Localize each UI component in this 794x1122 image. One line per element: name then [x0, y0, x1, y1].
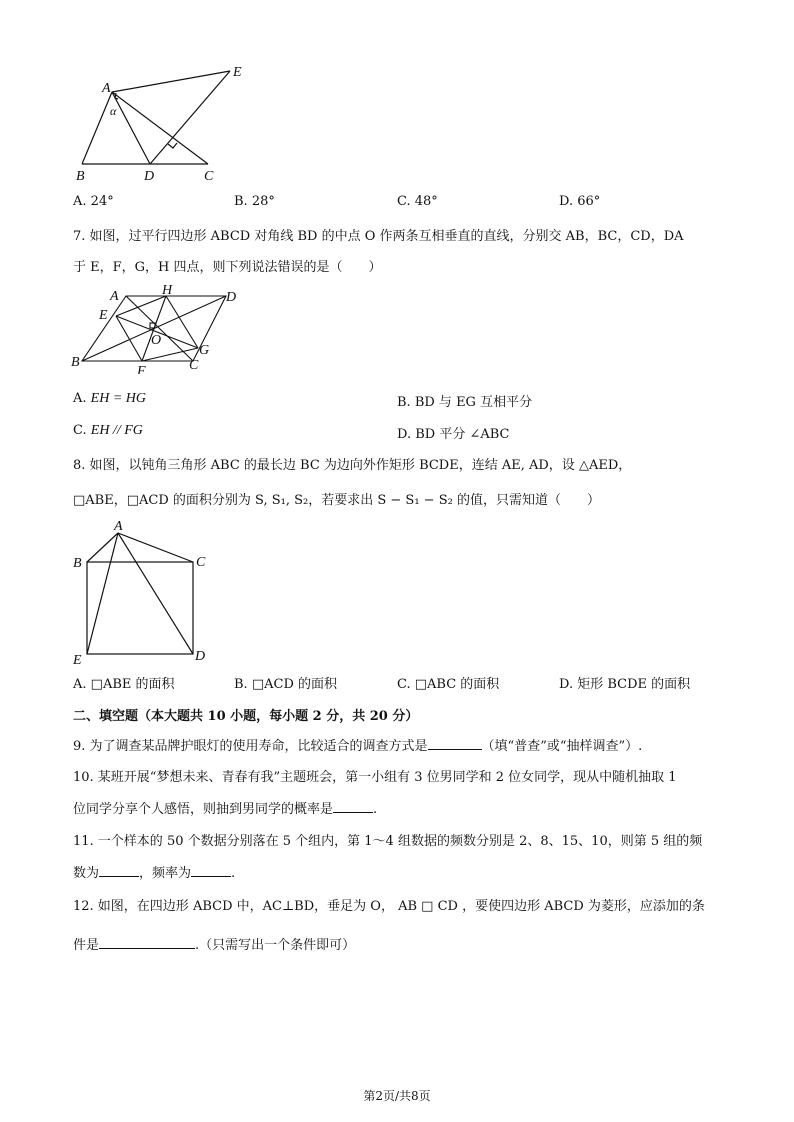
q7-figure	[68, 282, 246, 374]
q7-option-c: C. EH // FG	[73, 423, 143, 438]
q6-label-e: E	[233, 65, 242, 80]
q7-label-f: F	[137, 364, 146, 374]
q8-label-c: C	[196, 555, 206, 570]
q8-label-d: D	[195, 649, 206, 664]
q7-label-o: O	[151, 333, 162, 348]
q7-label-b: B	[71, 355, 80, 370]
q9-answer-blank[interactable]	[428, 737, 482, 750]
q7-label-c: C	[189, 358, 199, 373]
q6-option-a: A. 24°	[73, 194, 114, 209]
q8-stem-line1: 8. 如图，以钝角三角形 ABC 的最长边 BC 为边向外作矩形 BCDE，连结 AE, AD，设 △AED，	[73, 458, 632, 473]
q7-label-h: H	[162, 283, 173, 298]
q10-answer-blank[interactable]	[333, 800, 373, 813]
q8-label-a: A	[114, 519, 123, 534]
q8-option-a: A. □ABE 的面积	[73, 677, 175, 692]
q7-option-d: D. BD 平分 ∠ABC	[397, 427, 510, 442]
q6-option-c: C. 48°	[397, 194, 438, 209]
q10-stem-line2: 位同学分享个人感悟，则抽到男同学的概率是 .	[73, 802, 378, 817]
q6-label-b: B	[76, 169, 85, 184]
q7-stem-line1: 7. 如图，过平行四边形 ABCD 对角线 BD 的中点 O 作两条互相垂直的直线，分别交 AB，BC，CD，DA	[73, 229, 684, 244]
q8-label-b: B	[73, 556, 82, 571]
section-2-title: 二、填空题（本大题共 10 小题，每小题 2 分，共 20 分）	[73, 709, 419, 724]
q7-label-e: E	[99, 308, 108, 323]
q11-answer-blank-count[interactable]	[99, 864, 139, 877]
q12-stem-line2: 件是 .（只需写出一个条件即可）	[73, 938, 356, 953]
q6-option-d: D. 66°	[559, 194, 601, 209]
q12-answer-blank[interactable]	[99, 936, 195, 949]
page-footer: 第2页/共8页	[363, 1089, 431, 1103]
q6-figure	[70, 62, 260, 186]
q9-stem: 9. 为了调查某品牌护眼灯的使用寿命，比较适合的调查方式是 （填“普查”或“抽样调查”）.	[73, 739, 643, 754]
q11-stem-line1: 11. 一个样本的 50 个数据分别落在 5 个组内，第 1～4 组数据的频数分别是 2、8、15、10，则第 5 组的频	[73, 834, 703, 849]
q8-option-c: C. □ABC 的面积	[397, 677, 500, 692]
q6-option-b: B. 28°	[234, 194, 275, 209]
q8-label-e: E	[73, 653, 82, 666]
q7-option-b: B. BD 与 EG 互相平分	[397, 395, 533, 410]
q7-option-a: A. EH = HG	[73, 391, 147, 406]
q8-stem-line2: □ABE，□ACD 的面积分别为 S, S₁, S₂，若要求出 S − S₁ − S₂ 的值，只需知道（ ）	[73, 493, 600, 508]
q7-stem-line2: 于 E，F，G，H 四点，则下列说法错误的是（ ）	[73, 260, 382, 275]
q8-option-b: B. □ACD 的面积	[234, 677, 338, 692]
q11-stem-line2: 数为 ，频率为 .	[73, 866, 236, 881]
q8-figure	[70, 516, 220, 666]
q6-label-a: A	[102, 81, 111, 96]
q10-stem-line1: 10. 某班开展“梦想未来、青春有我”主题班会，第一小组有 3 位男同学和 2 位女同学，现从中随机抽取 1	[73, 770, 677, 785]
q12-stem-line1: 12. 如图，在四边形 ABCD 中，AC⊥BD，垂足为 O， AB □ CD ，要使四边形 ABCD 为菱形，应添加的条	[73, 899, 705, 914]
q7-label-a: A	[110, 289, 119, 304]
q8-option-d: D. 矩形 BCDE 的面积	[559, 677, 691, 692]
q7-label-d: D	[226, 290, 237, 305]
q7-label-g: G	[199, 343, 210, 358]
q11-answer-blank-frequency[interactable]	[191, 864, 231, 877]
q6-label-d: D	[144, 169, 155, 184]
q6-label-alpha: α	[110, 104, 117, 118]
q6-label-c: C	[204, 169, 214, 184]
